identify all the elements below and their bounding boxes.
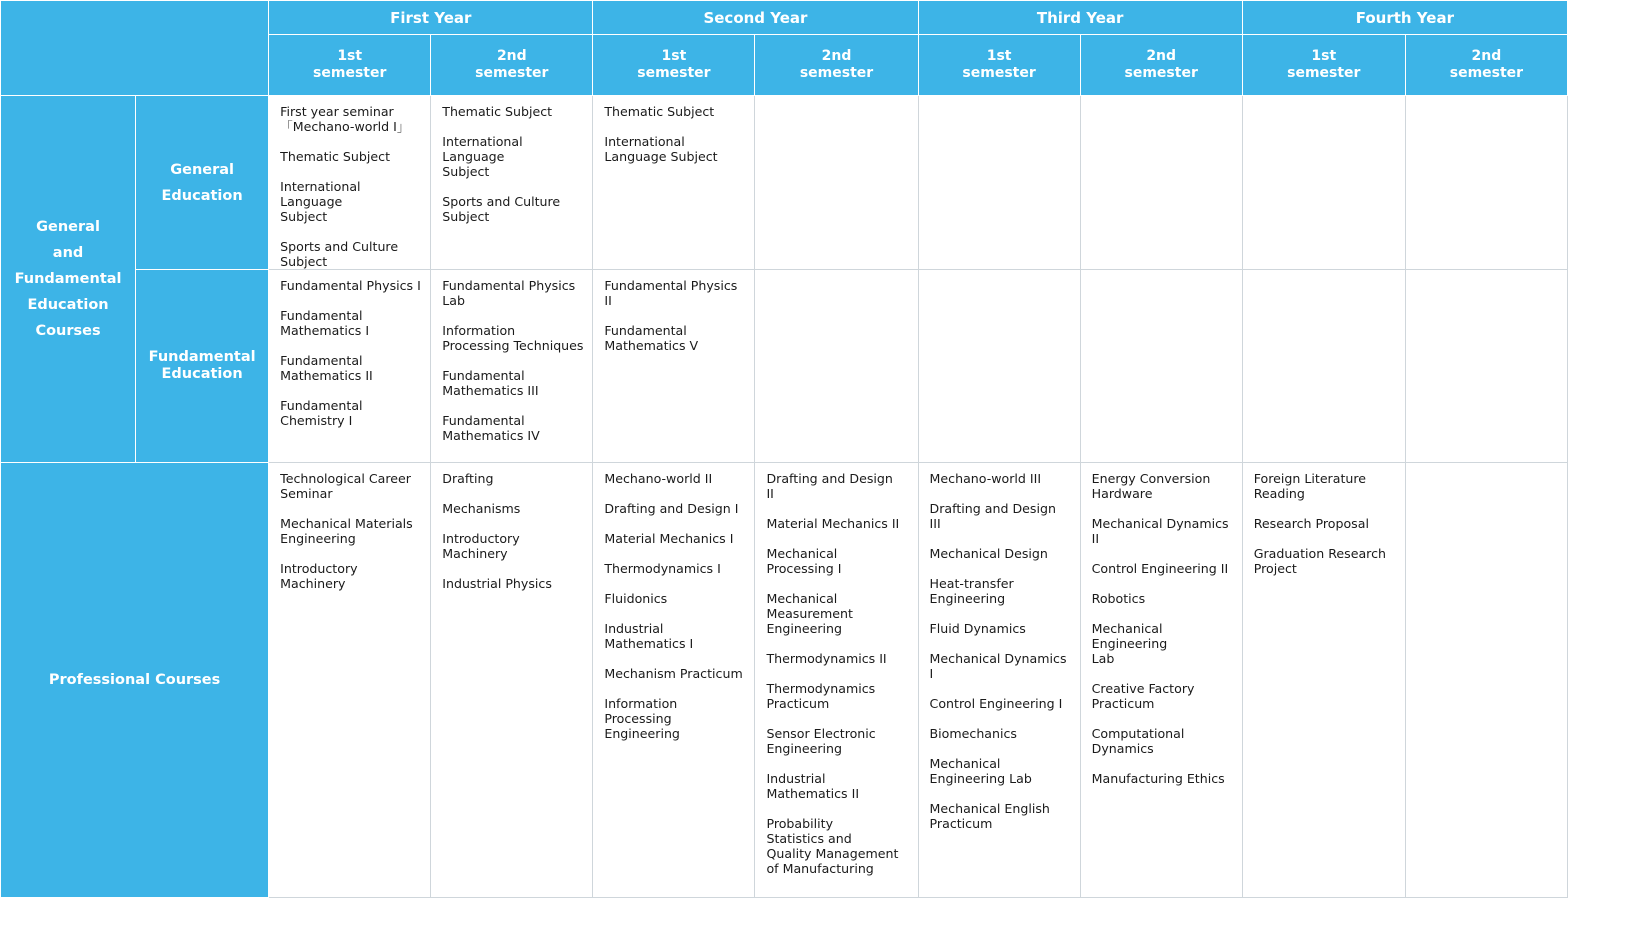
course-item: Robotics — [1091, 591, 1146, 606]
course-item: Thermodynamics I — [604, 561, 721, 576]
course-item: Sensor Electronic Engineering — [766, 726, 876, 756]
course-item: Fluid Dynamics — [929, 621, 1026, 636]
course-item: Mechano-world II — [604, 471, 713, 486]
course-item: Mechanisms — [442, 501, 521, 516]
course-item: Mechanical Dynamics I — [929, 651, 1067, 681]
course-cell — [918, 270, 1080, 463]
course-item: Sports and Culture Subject — [442, 194, 561, 224]
course-item: Control Engineering I — [929, 696, 1063, 711]
course-item: Introductory Machinery — [442, 531, 520, 561]
year-header-third: Third Year — [918, 1, 1242, 35]
course-item: Mechanism Practicum — [604, 666, 743, 681]
course-item: Fundamental Mathematics III — [442, 368, 539, 398]
row-general-education — [1, 96, 1568, 270]
course-cell — [1242, 96, 1405, 270]
semester-header: 1st semester — [593, 35, 755, 96]
course-cell — [269, 463, 431, 898]
course-item: Mechanical Measurement Engineering — [766, 591, 853, 636]
course-item: Fluidonics — [604, 591, 668, 606]
course-cell — [1080, 270, 1242, 463]
semester-header: 2nd semester — [431, 35, 593, 96]
course-cell — [431, 270, 593, 463]
course-item: Thematic Subject — [280, 149, 391, 164]
course-cell — [1242, 463, 1405, 898]
course-item: International Language Subject — [604, 134, 718, 164]
course-item: Manufacturing Ethics — [1091, 771, 1225, 786]
course-item: Computational Dynamics — [1091, 726, 1185, 756]
semester-header: 1st semester — [269, 35, 431, 96]
course-item: Mechano-world III — [929, 471, 1042, 486]
course-item: Fundamental Mathematics V — [604, 323, 699, 353]
course-item: Material Mechanics II — [766, 516, 900, 531]
course-item: Industrial Physics — [442, 576, 552, 591]
course-item: Industrial Mathematics II — [766, 771, 860, 801]
course-item: Fundamental Mathematics I — [280, 308, 370, 338]
category-fundamental-education: Fundamental Education — [136, 270, 269, 463]
course-item: Thematic Subject — [442, 104, 553, 119]
table-corner — [1, 1, 269, 96]
course-item: Mechanical Engineering Lab — [1091, 621, 1168, 666]
course-cell — [269, 270, 431, 463]
course-cell — [431, 96, 593, 270]
course-cell — [593, 270, 755, 463]
course-item: Graduation Research Project — [1253, 546, 1386, 576]
course-item: Fundamental Physics Lab — [442, 278, 576, 308]
course-item: Information Processing Engineering — [604, 696, 680, 741]
year-header-second: Second Year — [593, 1, 918, 35]
course-cell — [593, 96, 755, 270]
course-item: Fundamental Physics II — [604, 278, 738, 308]
course-item: Creative Factory Practicum — [1091, 681, 1195, 711]
course-cell — [269, 96, 431, 270]
semester-header: 1st semester — [1242, 35, 1405, 96]
course-item: Mechanical Design — [929, 546, 1048, 561]
course-item: Sports and Culture Subject — [280, 239, 399, 269]
course-item: Fundamental Chemistry I — [280, 398, 363, 428]
semester-header: 2nd semester — [1080, 35, 1242, 96]
course-item: Information Processing Techniques — [442, 323, 584, 353]
course-item: Mechanical Processing I — [766, 546, 842, 576]
course-item: Drafting and Design I — [604, 501, 739, 516]
course-item: Fundamental Mathematics IV — [442, 413, 540, 443]
row-fundamental-education — [1, 270, 1568, 463]
course-cell — [918, 463, 1080, 898]
category-general-education: General Education — [136, 96, 269, 270]
course-item: Control Engineering II — [1091, 561, 1229, 576]
course-item: Mechanical Engineering Lab — [929, 756, 1032, 786]
course-cell — [755, 463, 918, 898]
course-item: Drafting and Design II — [766, 471, 893, 501]
course-item: Fundamental Physics I — [280, 278, 421, 293]
course-item: Fundamental Mathematics II — [280, 353, 373, 383]
course-cell — [1242, 270, 1405, 463]
course-item: Energy Conversion Hardware — [1091, 471, 1211, 501]
course-item: First year seminar 「Mechano-world I」 — [280, 104, 410, 134]
course-cell — [1405, 96, 1567, 270]
course-cell — [1405, 270, 1567, 463]
category-general-fundamental: General and Fundamental Education Courses — [1, 96, 136, 463]
semester-header: 2nd semester — [1405, 35, 1567, 96]
course-item: Research Proposal — [1253, 516, 1369, 531]
year-header-first: First Year — [269, 1, 593, 35]
course-item: Probability Statistics and Quality Management of Manufacturing — [766, 816, 899, 876]
course-item: Thermodynamics II — [766, 651, 887, 666]
course-item: Drafting and Design III — [929, 501, 1056, 531]
course-item: Introductory Machinery — [280, 561, 358, 591]
course-item: Mechanical English Practicum — [929, 801, 1050, 831]
course-cell — [755, 96, 918, 270]
course-item: Drafting — [442, 471, 494, 486]
course-item: Mechanical Dynamics II — [1091, 516, 1229, 546]
year-header-fourth: Fourth Year — [1242, 1, 1567, 35]
course-cell — [431, 463, 593, 898]
course-cell — [1080, 96, 1242, 270]
course-item: Material Mechanics I — [604, 531, 734, 546]
course-item: Mechanical Materials Engineering — [280, 516, 413, 546]
course-cell — [1080, 463, 1242, 898]
course-item: International Language Subject — [442, 134, 523, 179]
course-item: International Language Subject — [280, 179, 361, 224]
course-item: Thermodynamics Practicum — [766, 681, 876, 711]
course-cell — [755, 270, 918, 463]
row-professional-courses — [1, 463, 1568, 898]
course-cell — [918, 96, 1080, 270]
course-item: Industrial Mathematics I — [604, 621, 694, 651]
course-item: Thematic Subject — [604, 104, 715, 119]
course-item: Biomechanics — [929, 726, 1017, 741]
course-cell — [593, 463, 755, 898]
course-item: Technological Career Seminar — [280, 471, 411, 501]
course-cell — [1405, 463, 1567, 898]
category-professional-courses: Professional Courses — [1, 463, 269, 898]
course-item: Heat-transfer Engineering — [929, 576, 1014, 606]
semester-header: 1st semester — [918, 35, 1080, 96]
course-item: Foreign Literature Reading — [1253, 471, 1367, 501]
semester-header: 2nd semester — [755, 35, 918, 96]
